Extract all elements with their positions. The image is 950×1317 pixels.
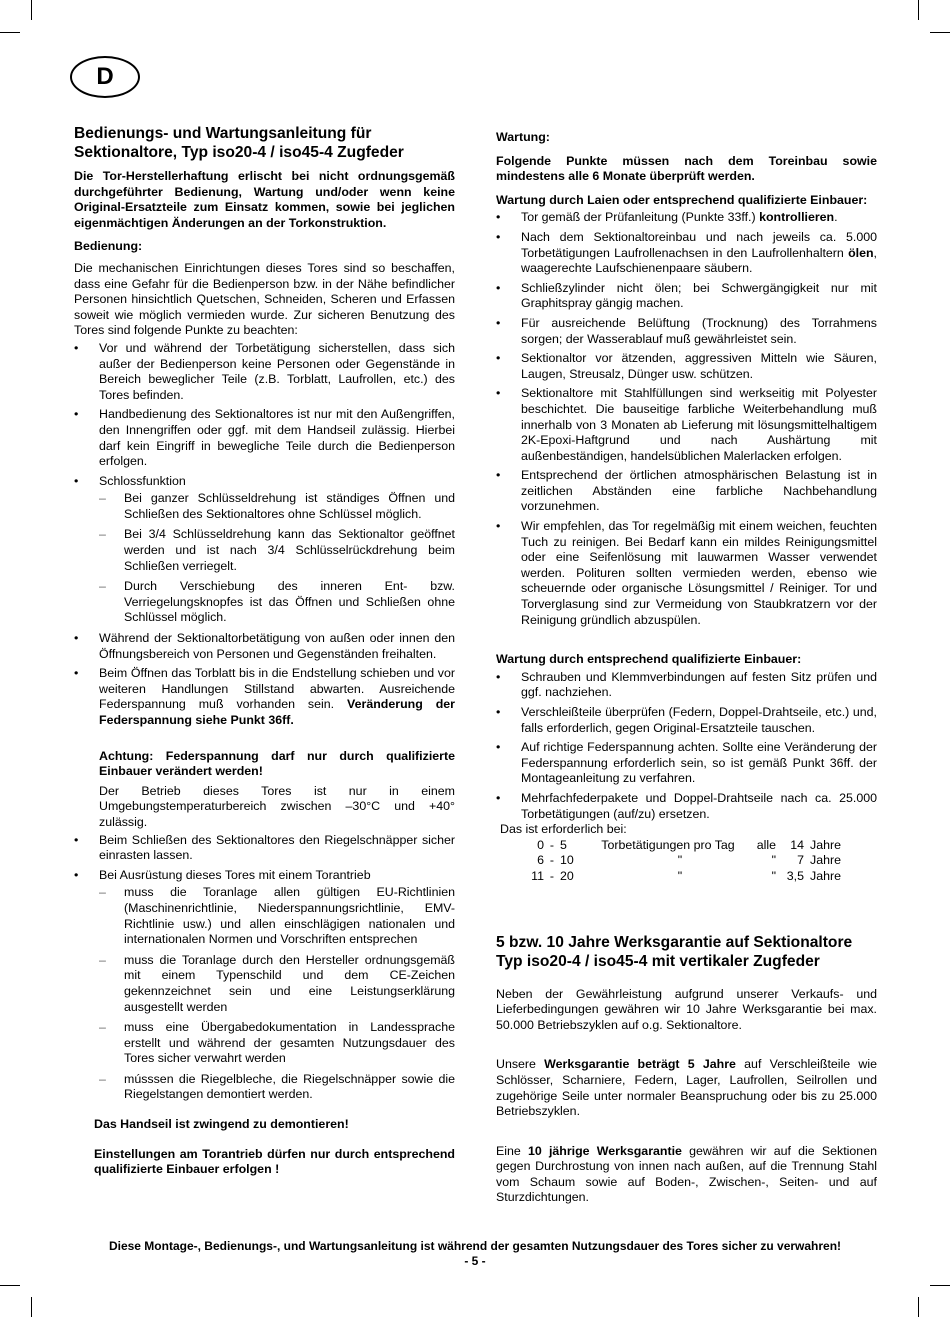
spring-warning: Achtung: Federspannung darf nur durch qualifizierte Einbauer verändert werden! bbox=[99, 748, 455, 779]
list-item: • Mehrfachfederpakete und Doppel-Drahtseile nach ca. 25.000 Torbetätigungen (auf/zu) ersetzen. bbox=[496, 791, 877, 822]
table-cell: " bbox=[677, 868, 683, 883]
cycle-table bbox=[516, 838, 841, 885]
right-column bbox=[496, 130, 877, 1206]
hand-rope-notice: Das Handseil ist zwingend zu demontieren! bbox=[94, 1117, 349, 1132]
list-item: – muss eine Übergabedokumentation in Landessprache erstellt und während der gesamten Nutzungsdauer des Tores sicher verwahrt werden bbox=[99, 1020, 455, 1067]
table-cell: 11 bbox=[531, 868, 544, 883]
crop-mark bbox=[31, 1297, 32, 1317]
table-cell: " bbox=[771, 868, 776, 883]
table-row bbox=[516, 869, 841, 885]
paragraph-text: Eine bbox=[496, 1143, 528, 1158]
table-cell: 0 bbox=[537, 837, 544, 852]
table-cell: 6 bbox=[537, 853, 544, 868]
pro-maintenance-list bbox=[496, 670, 877, 822]
operation-text: Die mechanischen Einrichtungen dieses Tores sind so beschaffen, dass eine Gefahr für die Bedienperson bzw. in der Nähe befindlicher Personen hinsichtlich Quetschen, Schneiden, Scheren und Erfassen soweit wie möglich vermieden wurde. Zur sicheren Benutzung des Tores sind folgende Punkte zu beachten: bbox=[74, 260, 455, 338]
list-item: • Beim Schließen des Sektionaltores den Riegelschnäpper sicher einrasten lassen. bbox=[74, 833, 455, 864]
crop-mark bbox=[0, 1285, 20, 1286]
list-item: – músssen die Riegelbleche, die Riegelschnäpper sowie die Riegelstangen demontiert werden. bbox=[99, 1072, 455, 1103]
table-cell: 14 bbox=[790, 837, 804, 852]
list-item bbox=[496, 210, 877, 226]
maintenance-intro: Folgende Punkte müssen nach dem Toreinbau sowie mindestens alle 6 Monate überprüft werden. bbox=[496, 153, 877, 184]
lock-function-label: Schlossfunktion bbox=[99, 473, 186, 488]
crop-mark bbox=[918, 0, 919, 20]
list-item-text: Beim Öffnen das Torblatt bis in die Endstellung schieben und vor weiteren Handlungen Stillstand abwarten. Ausreichende Federspannung muß vorhanden sein. bbox=[99, 666, 455, 712]
list-item-text: , waagerechte Laufschienenpaare säubern. bbox=[521, 245, 877, 276]
footer-notice: Diese Montage-, Bedienungs-, und Wartungsanleitung ist während der gesamten Nutzungsdauer des Tores sicher zu verwahren! bbox=[108, 1239, 842, 1253]
table-cell: - bbox=[549, 853, 555, 868]
list-item: – muss die Toranlage allen gültigen EU-Richtlinien (Maschinenrichtlinie, Niederspannungsrichtlinie, EMV-Richtlinie usw.) und allen einschlägigen nationalen und internationalen Normen und Vorschriften entsprechen bbox=[99, 885, 455, 947]
list-item-text: Tor gemäß der Prüfanleitung (Punkte 33ff.) bbox=[521, 210, 760, 225]
list-item: • Schließzylinder nicht ölen; bei Schwergängigkeit nur mit Graphitspray gängig machen. bbox=[496, 281, 877, 312]
list-item: – muss die Toranlage durch den Hersteller ordnungsgemäß mit einem Typenschild und dem CE-Zeichen gekennzeichnet sein und eine Leistungserklärung ausgestellt werden bbox=[99, 953, 455, 1015]
list-item: • Sektionaltor vor ätzenden, aggressiven Mitteln wie Säuren, Laugen, Streusalz, Dünger usw. schützen. bbox=[496, 351, 877, 382]
manual-title: Bedienungs- und Wartungsanleitung für Sektionaltore, Typ iso20-4 / iso45-4 Zugfeder bbox=[74, 125, 404, 161]
table-cell: 3,5 bbox=[786, 868, 804, 883]
list-item-emphasis: ölen bbox=[848, 245, 874, 260]
operation-heading: Bedienung: bbox=[74, 239, 143, 254]
table-cell: 20 bbox=[560, 868, 574, 883]
drive-label: Bei Ausrüstung dieses Tores mit einem Torantrieb bbox=[99, 867, 371, 882]
crop-mark bbox=[0, 32, 20, 33]
list-item: – Bei 3/4 Schlüsseldrehung kann das Sektionaltor geöffnet werden und ist nach 3/4 Schlüsselrückdrehung beim Schließen verriegelt. bbox=[99, 527, 455, 574]
lay-maintenance-heading: Wartung durch Laien oder entsprechend qualifizierte Einbauer: bbox=[496, 192, 868, 207]
language-badge: D bbox=[70, 56, 140, 98]
table-cell: Jahre bbox=[810, 837, 841, 852]
lay-maintenance-list bbox=[496, 210, 877, 628]
drive-list bbox=[74, 833, 455, 1104]
crop-mark bbox=[918, 1297, 919, 1317]
lock-function-list bbox=[99, 491, 455, 626]
drive-settings-notice: Einstellungen am Torantrieb dürfen nur durch entsprechend qualifizierte Einbauer erfolgen ! bbox=[94, 1146, 455, 1177]
spring-reference: Veränderung der Federspannung siehe Punkt 36ff. bbox=[99, 697, 455, 727]
warranty-emphasis: Werksgarantie beträgt 5 Jahre bbox=[544, 1057, 736, 1072]
list-item: • Während der Sektionaltorbetätigung von außen oder innen den Öffnungsbereich von Personen und Gegenständen freihalten. bbox=[74, 631, 455, 662]
crop-mark bbox=[930, 32, 950, 33]
list-item-text: Nach dem Sektionaltoreinbau und nach jeweils ca. 5.000 Torbetätigungen Laufrollenachsen in den Laufrollenhaltern bbox=[521, 229, 877, 260]
list-item: • Entsprechend der örtlichen atmosphärischen Belastung ist in zeitlichen Abständen eine farbliche Nachbehandlung vorzunehmen. bbox=[496, 468, 877, 515]
list-item: – Durch Verschiebung des inneren Ent- bzw. Verriegelungsknopfes ist das Öffnen und Schließen ohne Schlüssel möglich. bbox=[99, 579, 455, 626]
table-cell: 5 bbox=[560, 837, 567, 852]
list-item: • Verschleißteile überprüfen (Federn, Doppel-Drahtseile, etc.) und, falls erforderlich, gegen Original-Ersatzteile tauschen. bbox=[496, 705, 877, 736]
table-cell: 10 bbox=[560, 853, 574, 868]
table-cell: alle bbox=[756, 837, 776, 852]
pro-maintenance-heading: Wartung durch entsprechend qualifizierte Einbauer: bbox=[496, 652, 802, 667]
left-column bbox=[74, 124, 455, 1178]
table-cell: - bbox=[549, 837, 555, 852]
list-item: • Wir empfehlen, das Tor regelmäßig mit einem weichen, feuchten Tuch zu reinigen. Bei Bedarf kann ein mildes Reinigungsmittel oder eine Seifenlösung mit lauwarmen Wasser verwendet werden. Polituren sollten vermieden werden, ebenso wie scheuernde oder organische Lösungsmittel / Reiniger. Tor und Torverglasung sind zur Vermeidung von Staubkratzern vor der Reinigung gründlich abzuspülen. bbox=[496, 519, 877, 628]
list-item: • Für ausreichende Belüftung (Trocknung) des Torrahmens sorgen; der Wasserablauf muß gewährleistet sein. bbox=[496, 316, 877, 347]
page-number: - 5 - bbox=[464, 1254, 486, 1268]
crop-mark bbox=[930, 1285, 950, 1286]
warranty-title: 5 bzw. 10 Jahre Werksgarantie auf Sektionaltore Typ iso20-4 / iso45-4 mit vertikaler Zugfeder bbox=[496, 933, 853, 970]
liability-notice: Die Tor-Herstellerhaftung erlischt bei nicht ordnungsgemäß durchgeführter Bedienung, Wartung und/oder wenn keine Original-Ersatzteile zum Einsatz kommen, sowie bei jeglichen eigenmächtigen Änderungen an der Torkonstruktion. bbox=[74, 169, 455, 230]
list-item bbox=[74, 666, 455, 728]
table-cell: Torbetätigungen pro Tag bbox=[601, 837, 735, 852]
list-item: • Handbedienung des Sektionaltores ist nur mit den Außengriffen, den Innengriffen oder ggf. mit dem Handseil zulässig. Hierbei darf kein Eingriff in bewegliche Teile durch die Bedienperson erfolgen. bbox=[74, 407, 455, 469]
list-item bbox=[496, 230, 877, 277]
list-item bbox=[74, 868, 455, 1103]
table-cell: Jahre bbox=[810, 853, 841, 868]
list-item: • Sektionaltore mit Stahlfüllungen sind werkseitig mit Polyester beschichtet. Die bauseitige farbliche Weiterbehandlung muß innerhalb von 3 Monaten ab Lieferung mit lösungsmittelhaltigem 2K-Epoxi-Haftgrund und nach Aushärtung mit außenbeständigen, handelsüblichen Malerlacken erfolgen. bbox=[496, 386, 877, 464]
paragraph-text: gewähren wir auf die Sektionen gegen Durchrostung von innen nach außen, auf die Trennung Stahl vom Schaum sowie auf Boden-, Zwischen-, Seiten- und auf Sturzdichtungen. bbox=[496, 1143, 877, 1205]
cycle-intro: Das ist erforderlich bei: bbox=[500, 822, 627, 837]
table-cell: " bbox=[677, 853, 683, 868]
temperature-note: Der Betrieb dieses Tores ist nur in einem Umgebungstemperaturbereich zwischen –30°C und +40° zulässig. bbox=[99, 783, 455, 829]
paragraph-text: auf Verschleißteile wie Schlösser, Scharniere, Federn, Lager, Laufrollen, Seilrollen und zugehörige Seile unter normaler Beanspruchung oder bis zu 25.000 Betriebszyklen. bbox=[496, 1057, 877, 1119]
operation-list bbox=[74, 341, 455, 729]
warranty-paragraph bbox=[496, 1144, 877, 1206]
paragraph-text: Unsere bbox=[496, 1057, 545, 1072]
table-cell: 7 bbox=[797, 853, 804, 868]
warranty-paragraph bbox=[496, 1057, 877, 1119]
list-item: • Vor und während der Torbetätigung sicherstellen, dass sich außer der Bedienperson keine Personen oder Gegenstände in Bereich beweglicher Teile (z.B. Torblatt, Laufrollen, etc.) des Tores befinden. bbox=[74, 341, 455, 403]
warranty-emphasis: 10 jährige Werksgarantie bbox=[527, 1143, 682, 1158]
crop-mark bbox=[31, 0, 32, 20]
list-item: • Auf richtige Federspannung achten. Sollte eine Veränderung der Federspannung erforderlich sein, so ist gemäß Punkt 36ff. der Montageanleitung zu verfahren. bbox=[496, 740, 877, 787]
list-item: • Schrauben und Klemmverbindungen auf festen Sitz prüfen und ggf. nachziehen. bbox=[496, 670, 877, 701]
table-row bbox=[516, 838, 841, 854]
table-cell: " bbox=[771, 853, 776, 868]
warranty-paragraph: Neben der Gewährleistung aufgrund unserer Verkaufs- und Lieferbedingungen gewähren wir 10 Jahre Werksgarantie bei max. 50.000 Betriebszyklen auf o.g. Sektionaltore. bbox=[496, 986, 877, 1032]
table-cell: - bbox=[549, 868, 555, 883]
table-cell: Jahre bbox=[810, 868, 841, 883]
maintenance-heading: Wartung: bbox=[496, 130, 550, 144]
list-item bbox=[74, 474, 455, 626]
list-item: – Bei ganzer Schlüsseldrehung ist ständiges Öffnen und Schließen des Sektionaltores ohne Schlüssel möglich. bbox=[99, 491, 455, 522]
drive-requirements-list bbox=[99, 885, 455, 1103]
table-row bbox=[516, 853, 841, 869]
list-item-text: . bbox=[834, 210, 838, 225]
list-item-emphasis: kontrollieren bbox=[759, 210, 835, 225]
